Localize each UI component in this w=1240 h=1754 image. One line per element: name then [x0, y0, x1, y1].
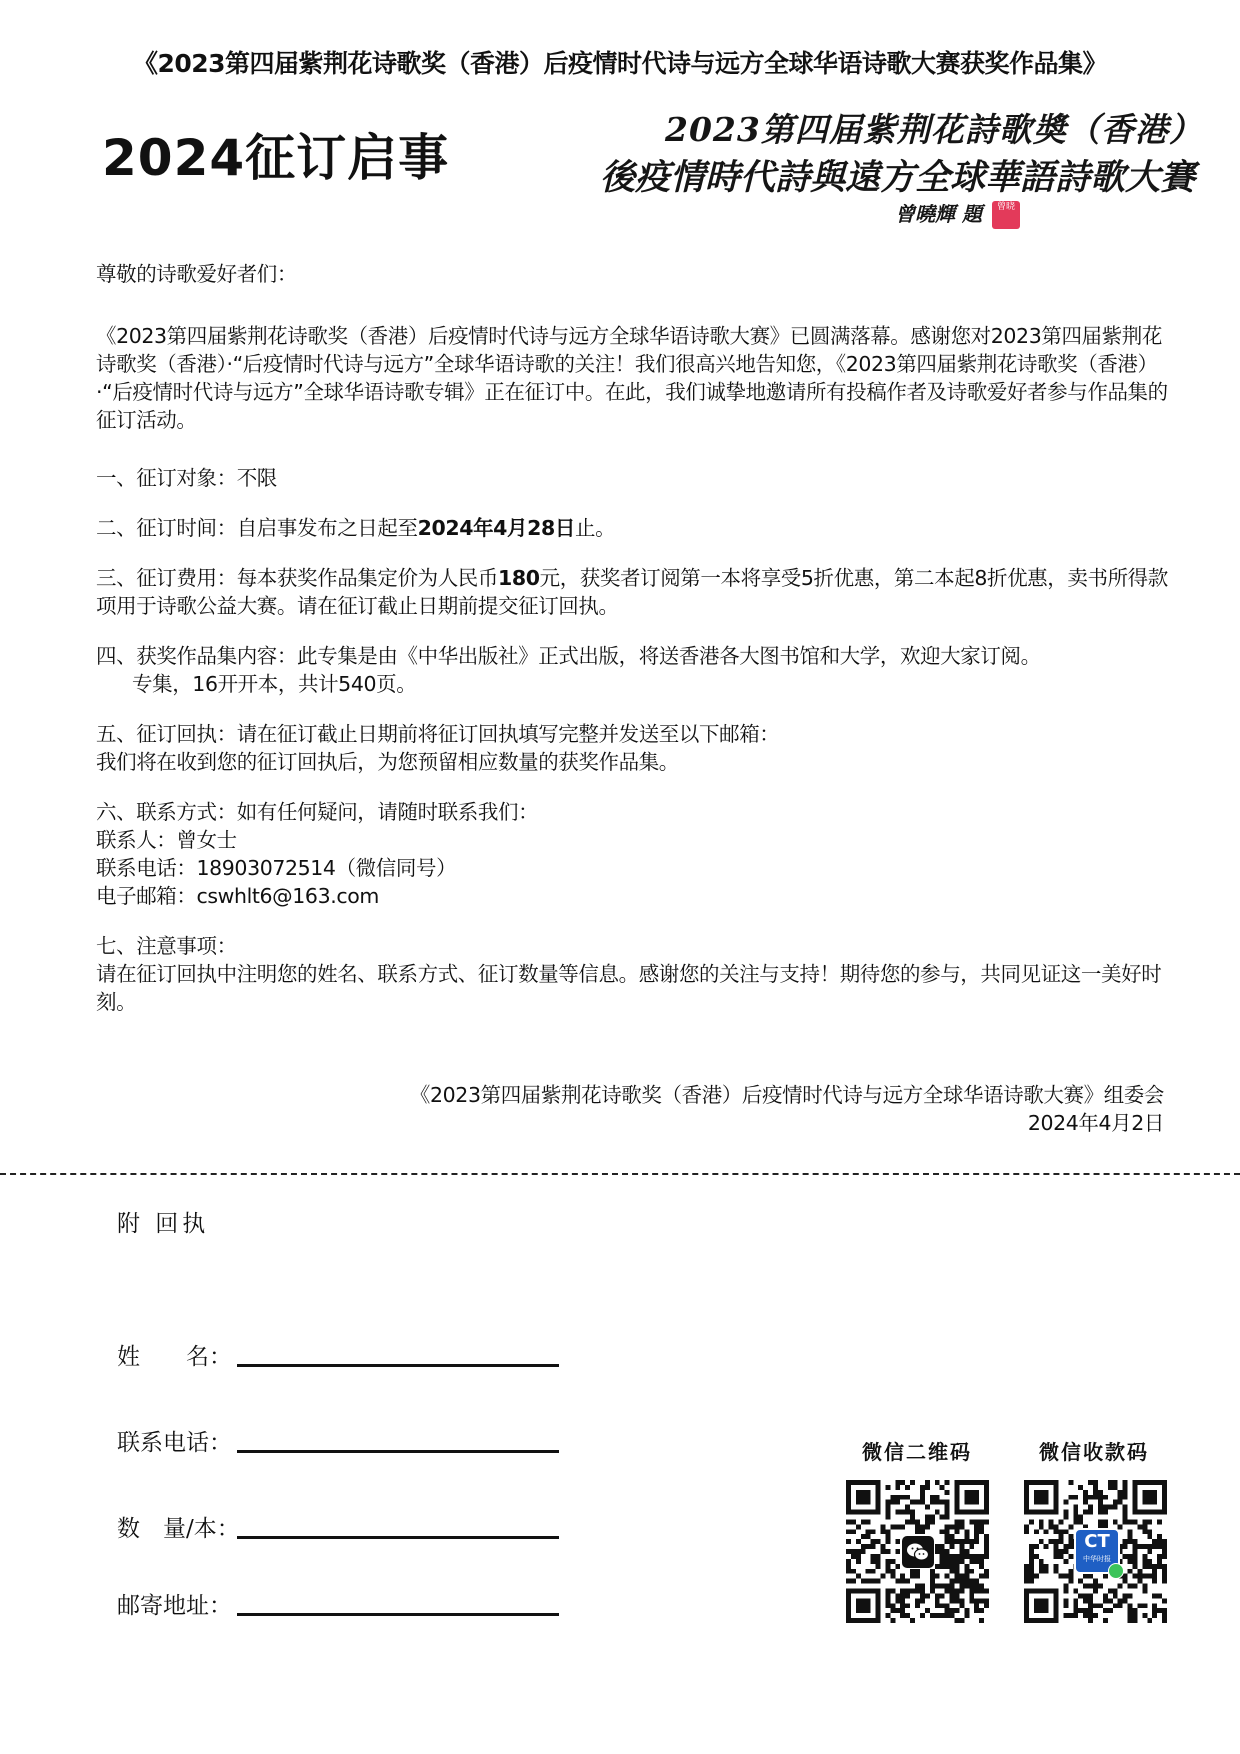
section-1-target: 一、征订对象：不限	[96, 466, 277, 490]
section-5-receipt: 五、征订回执：请在征订截止日期前将征订回执填写完整并发送至以下邮箱：	[96, 722, 780, 746]
intro-paragraph: 《2023第四届紫荆花诗歌奖（香港）后疫情时代诗与远方全球华语诗歌大赛》已圆满落幕。感谢您对2023第四届紫荆花诗歌奖（香港）·“后疫情时代诗与远方”全球华语诗歌的关注！我们很高兴地告知您，《2023第四届紫荆花诗歌奖（香港）·“后疫情时代诗与远方”全球华语诗歌专辑》正在征订中。在此，我们诚挚地邀请所有投稿作者及诗歌爱好者参与作品集的征订活动。	[96, 324, 1168, 432]
contact-email[interactable]: 电子邮箱：cswhlt6@163.com	[96, 884, 379, 908]
wechat-icon	[902, 1536, 934, 1568]
cut-dashed-divider	[0, 1173, 1240, 1175]
wechat-qr-label: 微信二维码	[862, 1440, 972, 1464]
signature-block	[410, 1081, 1164, 1137]
quantity-field-blank[interactable]	[237, 1536, 559, 1539]
phone-field-blank[interactable]	[237, 1450, 559, 1453]
price-value: 180	[498, 566, 540, 590]
wechat-badge-icon	[1108, 1563, 1124, 1579]
red-seal-stamp	[992, 201, 1020, 229]
ct-logo-subtext: 中华时报	[1083, 1555, 1111, 1563]
address-field-blank[interactable]	[237, 1613, 559, 1616]
section-7-body: 请在征订回执中注明您的姓名、联系方式、征订数量等信息。感谢您的关注与支持！期待您的参与，共同见证这一美好时刻。	[96, 962, 1162, 1014]
section-4-content: 四、获奖作品集内容：此专集是由《中华出版社》正式出版，将送香港各大图书馆和大学，欢迎大家订阅。	[96, 644, 1041, 668]
contact-person: 联系人：曾女士	[96, 828, 237, 852]
notice-title: 2024征订启事	[102, 129, 450, 187]
address-field-label: 邮寄地址：	[117, 1593, 232, 1619]
section-4-spec: 专集，16开开本，共计540页。	[132, 672, 417, 696]
wechat-pay-qr-code[interactable]	[1024, 1480, 1167, 1623]
collection-title: 《2023第四届紫荆花诗歌奖（香港）后疫情时代诗与远方全球华语诗歌大赛获奖作品集》	[132, 49, 1108, 78]
signature-date: 2024年4月2日	[1027, 1111, 1164, 1135]
wechat-pay-qr-label: 微信收款码	[1039, 1440, 1149, 1464]
deadline-date: 2024年4月28日	[417, 516, 575, 540]
name-field[interactable]	[117, 1338, 559, 1371]
greeting: 尊敬的诗歌爱好者们：	[96, 262, 297, 286]
calligraphy-title-line-1: 2023第四届紫荆花詩歌奬（香港）	[665, 110, 1203, 149]
seal-text: 曾晓	[996, 202, 1015, 212]
ct-logo-text: CT	[1084, 1531, 1110, 1552]
section-2-time	[96, 514, 1176, 542]
receipt-title: 附 回执	[117, 1211, 210, 1237]
quantity-field-label: 数 量/本：	[117, 1516, 240, 1542]
section-2-suffix: 止。	[574, 516, 616, 540]
contact-phone[interactable]: 联系电话：18903072514（微信同号）	[96, 856, 457, 880]
phone-field[interactable]	[117, 1424, 559, 1457]
section-5-note: 我们将在收到您的征订回执后，为您预留相应数量的获奖作品集。	[96, 750, 679, 774]
name-field-blank[interactable]	[237, 1364, 559, 1367]
name-field-label: 姓 名：	[117, 1344, 232, 1370]
letter-body	[96, 260, 1176, 1016]
section-3-prefix: 三、征订费用：每本获奖作品集定价为人民币	[96, 566, 498, 590]
section-3-fee	[96, 564, 1176, 620]
section-2-prefix: 二、征订时间：自启事发布之日起至	[96, 516, 418, 540]
address-field[interactable]	[117, 1587, 559, 1620]
section-7-title: 七、注意事项：	[96, 934, 237, 958]
section-3-suffix: 元，获奖者订阅第一本将享受5折优惠，第二本起8折优惠，卖书所得款项用于诗歌公益大赛。请在征订截止日期前提交征订回执。	[96, 566, 1168, 618]
signature-organization: 《2023第四届紫荆花诗歌奖（香港）后疫情时代诗与远方全球华语诗歌大赛》组委会	[409, 1083, 1164, 1107]
section-6-contact: 六、联系方式：如有任何疑问，请随时联系我们：	[96, 800, 539, 824]
calligraphy-title-line-2: 後疫情時代詩與遠方全球華語詩歌大賽	[600, 157, 1196, 198]
wechat-qr-code[interactable]	[846, 1480, 989, 1623]
phone-field-label: 联系电话：	[117, 1430, 232, 1456]
quantity-field[interactable]	[117, 1510, 559, 1543]
calligraphy-signature: 曾曉輝 題	[895, 202, 982, 226]
